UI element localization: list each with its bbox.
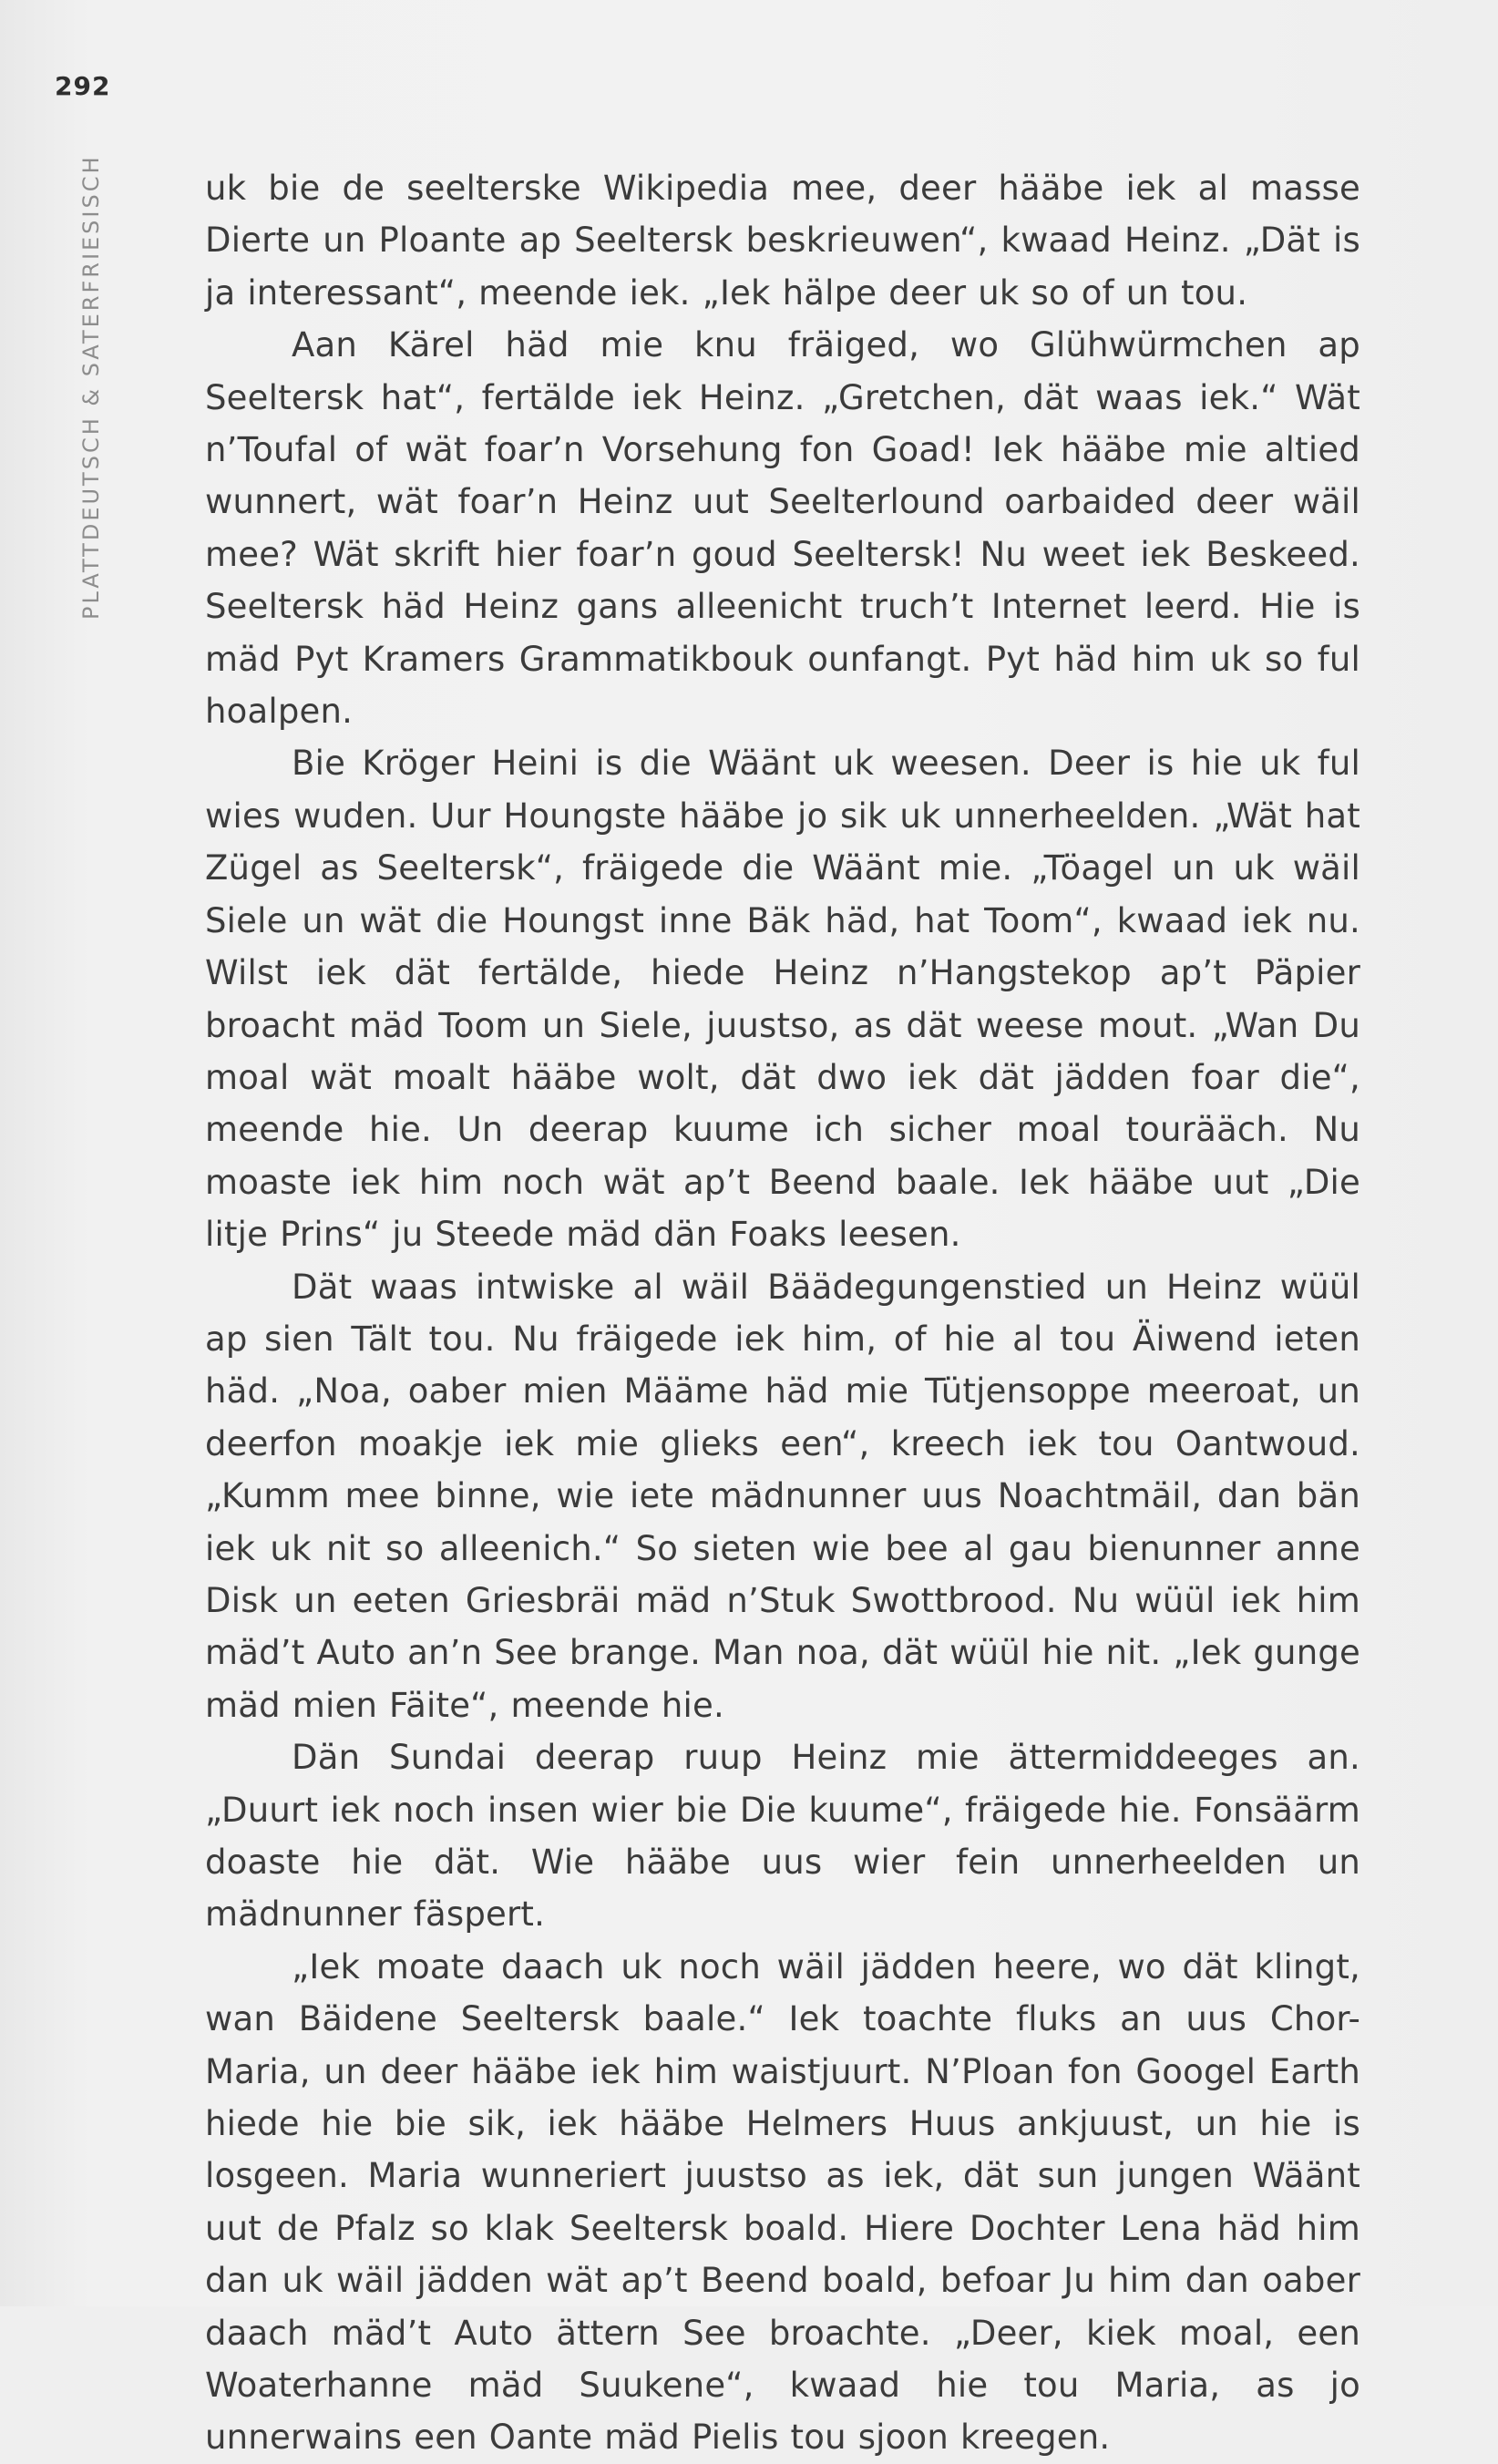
body-text <box>205 162 1360 2464</box>
paragraph-4: Dät waas intwiske al wäil Bäädegungenstied un Heinz wüül ap sien Tält tou. Nu fräigede iek him, of hie al tou Äiwend ieten häd. „Noa, oaber mien Määme häd mie Tütjensoppe meeroat, un deerfon moakje iek mie glieks een“, kreech iek tou Oantwoud. „Kumm mee binne, wie iete mädnunner uus Noachtmäil, dan bän iek uk nit so alleenich.“ So sieten wie bee al gau bienunner anne Disk un eeten Griesbräi mäd n’Stuk Swottbrood. Nu wüül iek him mäd’t Auto an’n See brange. Man noa, dät wüül hie nit. „Iek gunge mäd mien Fäite“, meende hie. <box>205 1267 1360 1725</box>
paragraph-5: Dän Sundai deerap ruup Heinz mie ättermiddeeges an. „Duurt iek noch insen wier bie Die kuume“, fräigede hie. Fonsäärm doaste hie dät. Wie hääbe uus wier fein unnerheelden un mädnunner fäspert. <box>205 1738 1360 1935</box>
paragraph-1: uk bie de seelterske Wikipedia mee, deer hääbe iek al masse Dierte un Ploante ap Seeltersk beskrieuwen“, kwaad Heinz. „Dät is ja interessant“, meende iek. „Iek hälpe deer uk so of un tou. <box>205 169 1360 313</box>
paragraph-2: Aan Kärel häd mie knu fräiged, wo Glühwürmchen ap Seeltersk hat“, fertälde iek Heinz. „Gretchen, dät waas iek.“ Wät n’Toufal of wät foar’n Vorsehung fon Goad! Iek hääbe mie altied wunnert, wät foar’n Heinz uut Seelterlound oarbaided deer wäil mee? Wät skrift hier foar’n goud Seeltersk! Nu weet iek Beskeed. Seeltersk häd Heinz gans alleenicht truch’t Internet leerd. Hie is mäd Pyt Kramers Grammatikbouk ounfangt. Pyt häd him uk so ful hoalpen. <box>205 325 1360 732</box>
running-head: PLATTDEUTSCH & SATERFRIESISCH <box>78 154 104 620</box>
paragraph-3: Bie Kröger Heini is die Wäänt uk weesen. Deer is hie uk ful wies wuden. Uur Houngste hääbe jo sik uk unnerheelden. „Wät hat Zügel as Seeltersk“, fräigede die Wäänt mie. „Töagel un uk wäil Siele un wät die Houngst inne Bäk häd, hat Toom“, kwaad iek nu. Wilst iek dät fertälde, hiede Heinz n’Hangstekop ap’t Päpier broacht mäd Toom un Siele, juustso, as dät weese mout. „Wan Du moal wät moalt hääbe wolt, dät dwo iek dät jädden foar die“, meende hie. Un deerap kuume ich sicher moal tourääch. Nu moaste iek him noch wät ap’t Beend baale. Iek hääbe uut „Die litje Prins“ ju Steede mäd dän Foaks leesen. <box>205 744 1360 1255</box>
paragraph-6: „Iek moate daach uk noch wäil jädden heere, wo dät klingt, wan Bäidene Seeltersk baale.“ Iek toachte fluks an uus Chor-Maria, un deer hääbe iek him waistjuurt. N’Ploan fon Googel Earth hiede hie bie sik, iek hääbe Helmers Huus ankjuust, un hie is losgeen. Maria wunneriert juustso as iek, dät sun jungen Wäänt uut de Pfalz so klak Seeltersk boald. Hiere Dochter Lena häd him dan uk wäil jädden wät ap’t Beend boald, befoar Ju him dan oaber daach mäd’t Auto ättern See broachte. „Deer, kiek moal, een Woaterhanne mäd Suukene“, kwaad hie tou Maria, as jo unnerwains een Oante mäd Pielis tou sjoon kreegen. <box>205 1946 1360 2458</box>
page-number: 292 <box>55 71 111 101</box>
